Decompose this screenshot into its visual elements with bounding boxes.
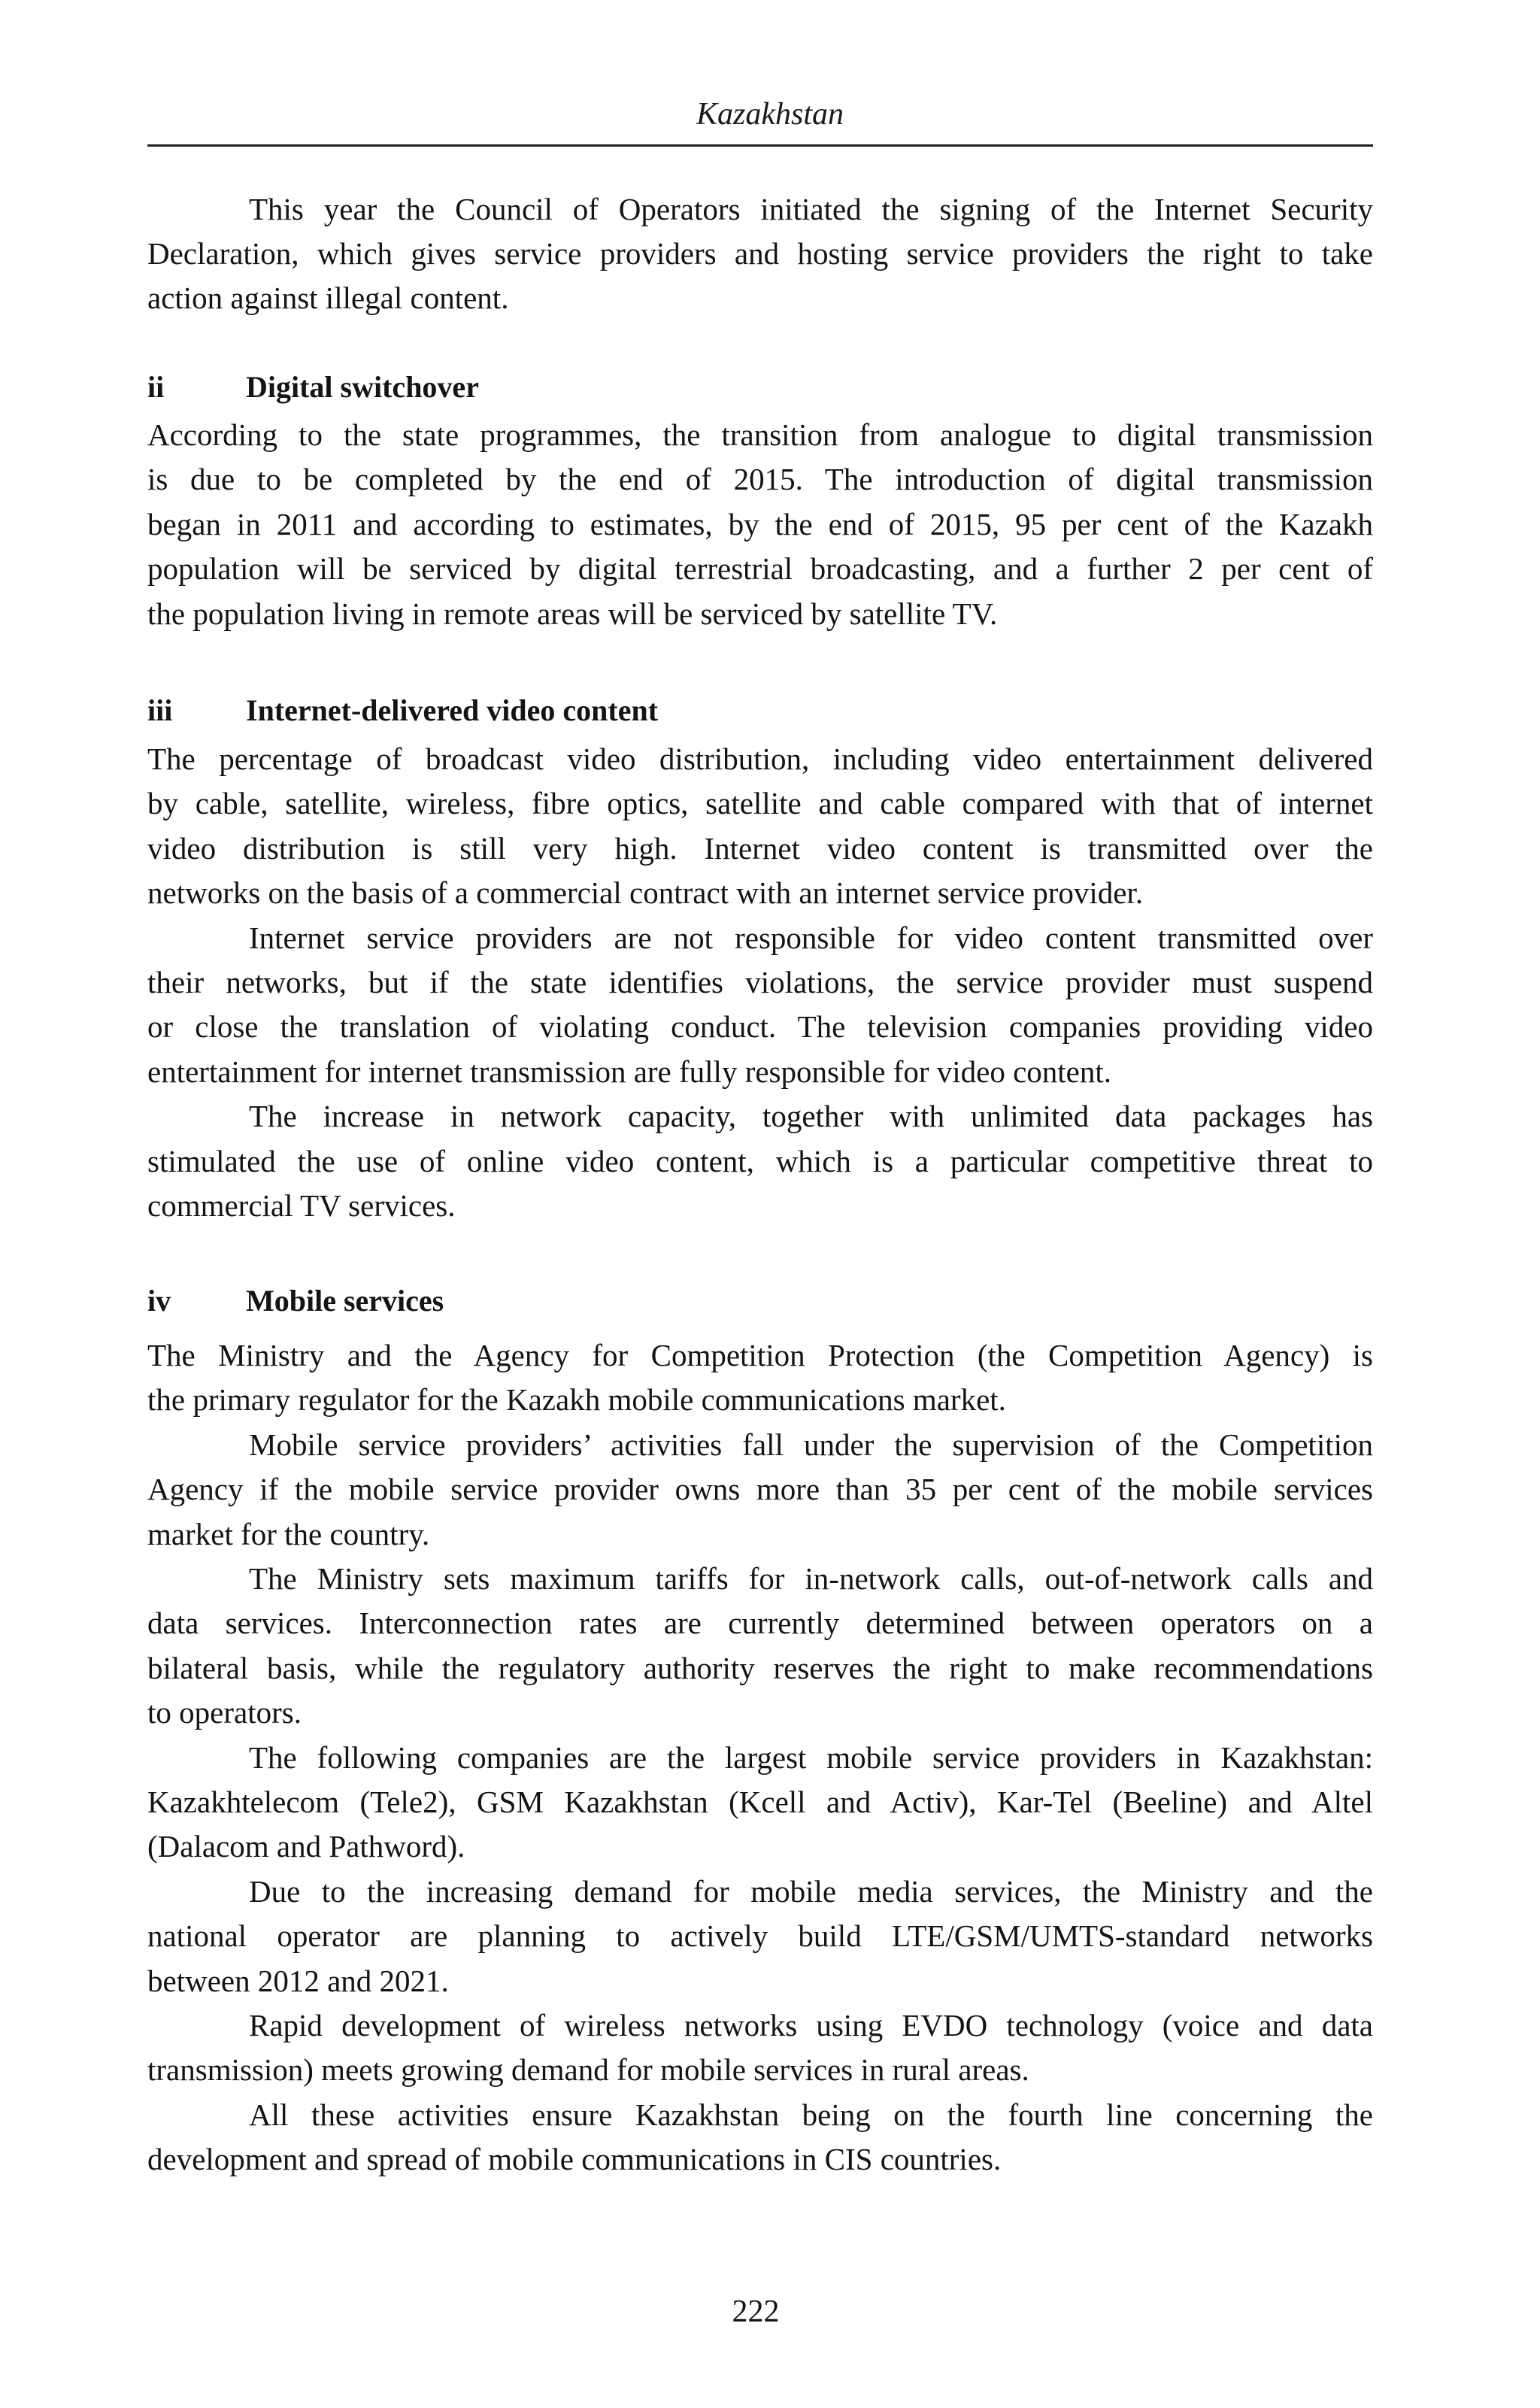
- text-line: The Ministry sets maximum tariffs for in-network calls, out-of-network calls and: [249, 1561, 1373, 1596]
- text-line: bilateral basis, while the regulatory authority reserves the right to make recommendations: [147, 1651, 1373, 1685]
- text-line: the primary regulator for the Kazakh mobile communications market.: [147, 1382, 1006, 1417]
- section-number: iv: [147, 1284, 171, 1318]
- text-line: began in 2011 and according to estimates, by the end of 2015, 95 per cent of the Kazakh: [147, 507, 1373, 541]
- text-line: population will be serviced by digital terrestrial broadcasting, and a further 2 per cent of: [147, 551, 1373, 586]
- text-line: development and spread of mobile communications in CIS countries.: [147, 2142, 1002, 2176]
- text-line: Agency if the mobile service provider owns more than 35 per cent of the mobile services: [147, 1472, 1373, 1506]
- text-line: market for the country.: [147, 1517, 430, 1551]
- text-line: Due to the increasing demand for mobile media services, the Ministry and the: [249, 1874, 1373, 1909]
- text-line: The increase in network capacity, together with unlimited data packages has: [249, 1099, 1373, 1133]
- text-line: their networks, but if the state identifies violations, the service provider must suspend: [147, 965, 1373, 999]
- section-title: Digital switchover: [246, 370, 479, 404]
- text-line: entertainment for internet transmission are fully responsible for video content.: [147, 1054, 1112, 1089]
- section-number: iii: [147, 693, 173, 727]
- section-title: Internet-delivered video content: [246, 693, 659, 727]
- section-number: ii: [147, 370, 165, 404]
- text-line: Mobile service providers’ activities fall under the supervision of the Competition: [249, 1427, 1373, 1462]
- text-line: stimulated the use of online video content, which is a particular competitive threat to: [147, 1144, 1373, 1178]
- header-rule: [147, 144, 1373, 147]
- text-line: transmission) meets growing demand for mobile services in rural areas.: [147, 2052, 1029, 2087]
- text-line: (Dalacom and Pathword).: [147, 1829, 465, 1864]
- text-line: action against illegal content.: [147, 281, 509, 315]
- text-line: All these activities ensure Kazakhstan being on the fourth line concerning the: [249, 2097, 1373, 2132]
- text-line: The percentage of broadcast video distribution, including video entertainment delivered: [147, 742, 1373, 776]
- text-line: the population living in remote areas will be serviced by satellite TV.: [147, 596, 998, 631]
- text-line: to operators.: [147, 1695, 302, 1730]
- text-line: The Ministry and the Agency for Competition Protection (the Competition Agency) is: [147, 1338, 1373, 1372]
- text-line: national operator are planning to actively build LTE/GSM/UMTS-standard networks: [147, 1918, 1373, 1953]
- text-line: The following companies are the largest mobile service providers in Kazakhstan:: [249, 1740, 1373, 1775]
- text-line: Kazakhtelecom (Tele2), GSM Kazakhstan (Kcell and Activ), Kar-Tel (Beeline) and Altel: [147, 1785, 1373, 1819]
- text-line: Declaration, which gives service providers and hosting service providers the right to take: [147, 236, 1373, 271]
- text-line: is due to be completed by the end of 2015. The introduction of digital transmission: [147, 462, 1373, 496]
- text-line: commercial TV services.: [147, 1188, 456, 1223]
- text-line: Rapid development of wireless networks using EVDO technology (voice and data: [249, 2008, 1373, 2043]
- text-line: data services. Interconnection rates are currently determined between operators on a: [147, 1606, 1373, 1640]
- text-line: between 2012 and 2021.: [147, 1964, 449, 1998]
- running-header-title: Kazakhstan: [696, 97, 844, 132]
- text-line: by cable, satellite, wireless, fibre optics, satellite and cable compared with that of internet: [147, 786, 1373, 820]
- section-title: Mobile services: [246, 1284, 444, 1318]
- text-line: networks on the basis of a commercial contract with an internet service provider.: [147, 875, 1144, 910]
- text-line: or close the translation of violating conduct. The television companies providing video: [147, 1009, 1373, 1044]
- text-line: Internet service providers are not responsible for video content transmitted over: [249, 920, 1373, 955]
- page-number: 222: [732, 2294, 780, 2329]
- text-line: video distribution is still very high. Internet video content is transmitted over the: [147, 831, 1373, 866]
- text-line: This year the Council of Operators initiated the signing of the Internet Security: [249, 192, 1373, 226]
- text-line: According to the state programmes, the transition from analogue to digital transmission: [147, 417, 1373, 452]
